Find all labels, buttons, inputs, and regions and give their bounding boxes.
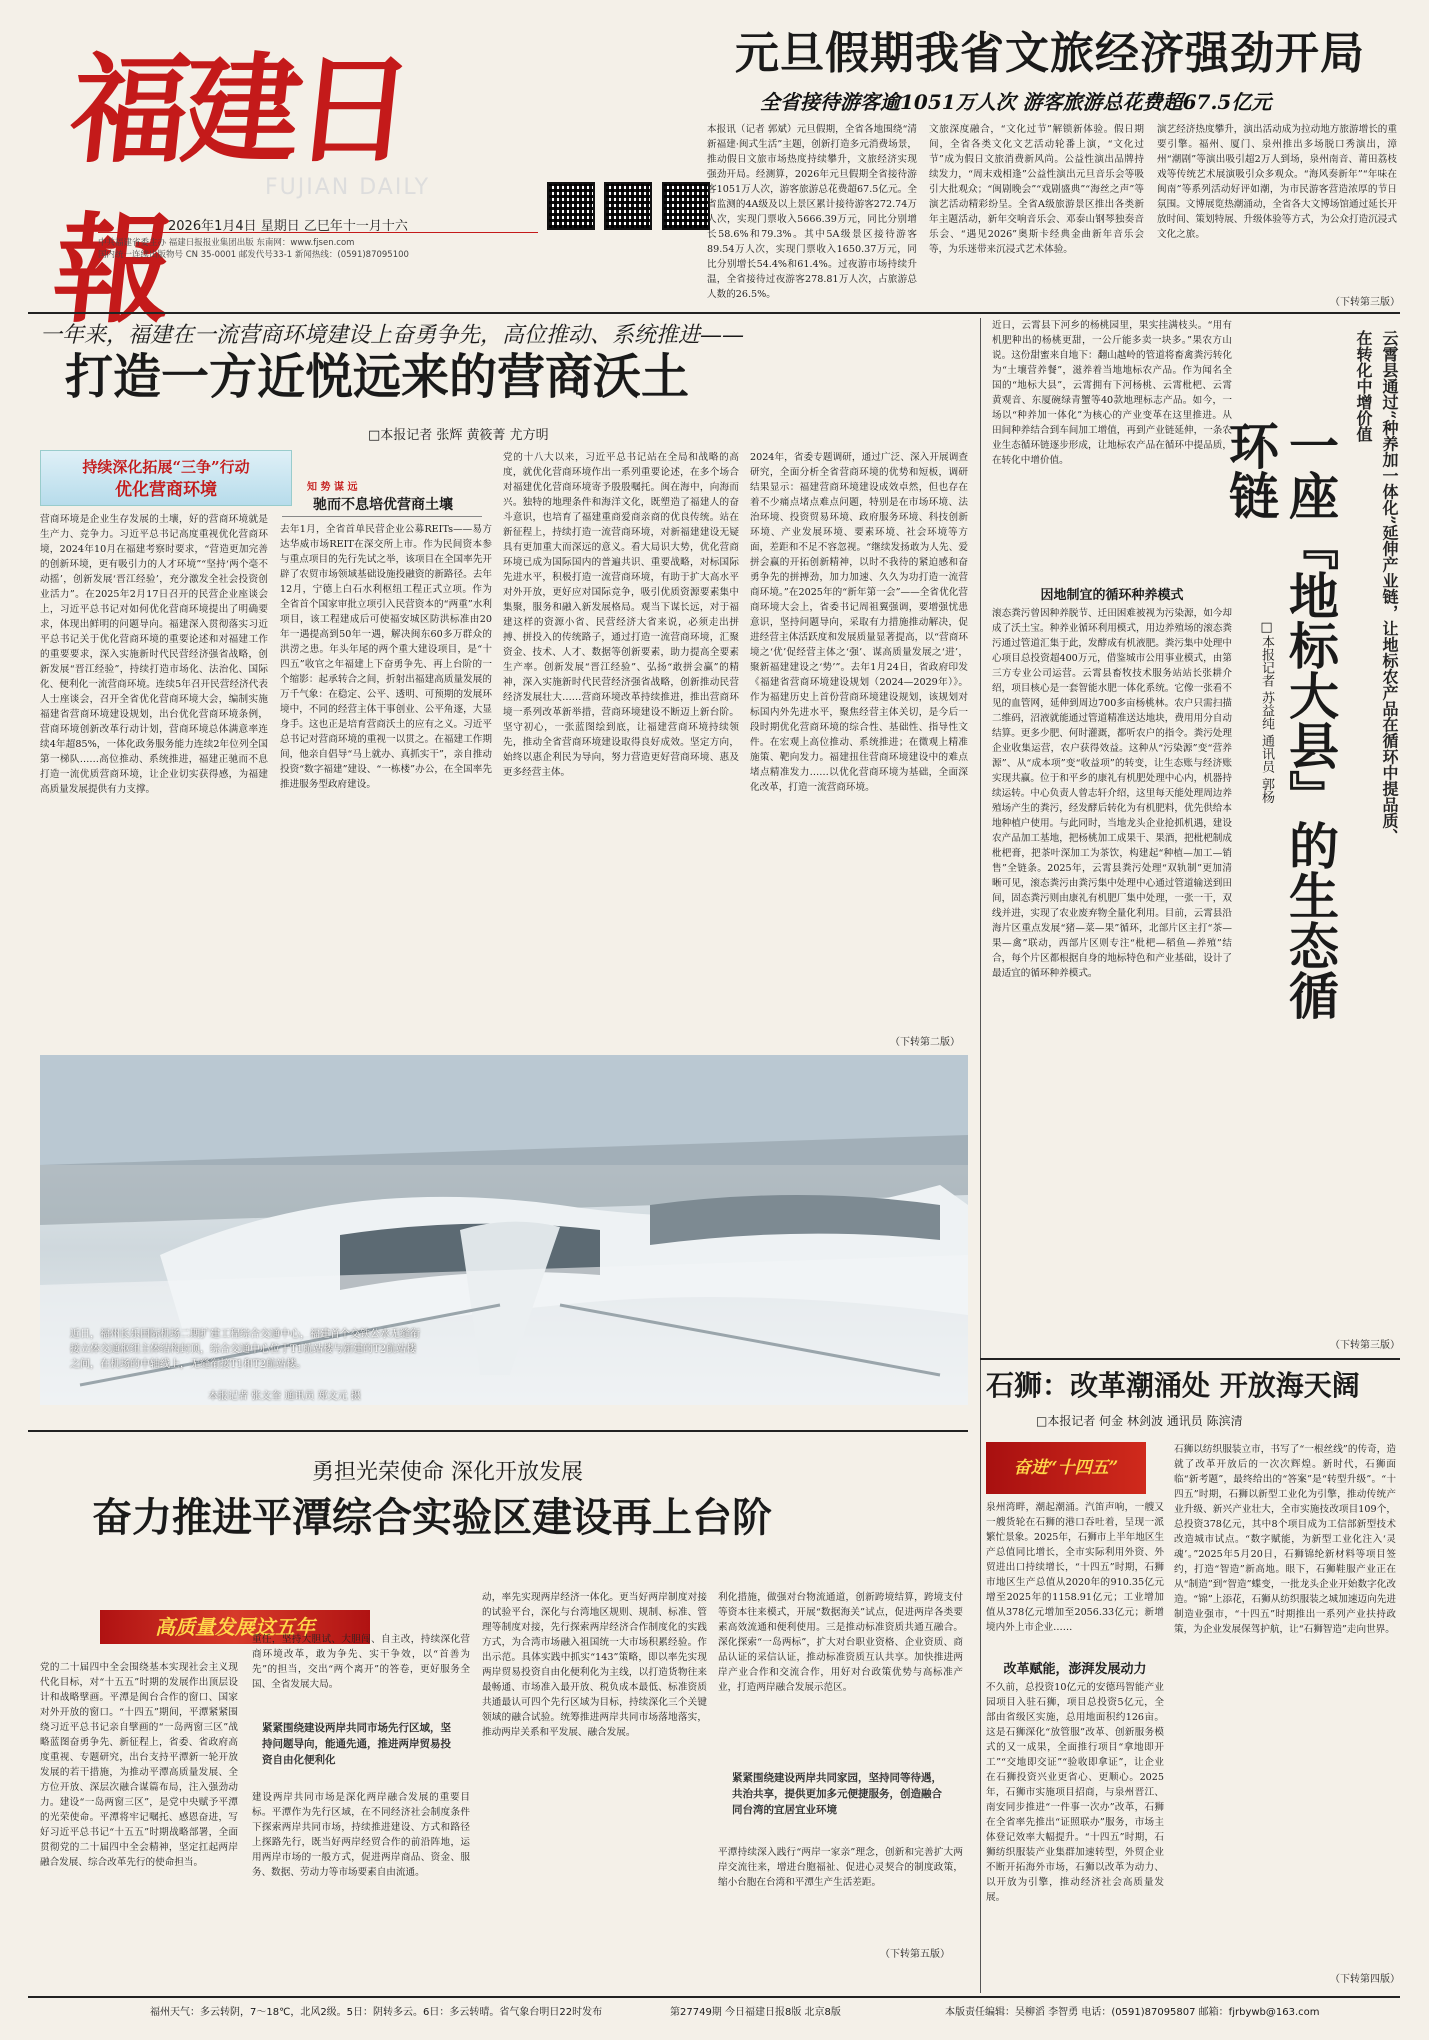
pingtan-col-4b: 平潭持续深入践行“两岸一家亲”理念，创新和完善扩大两岸交流往来，增进台胞福祉、促进心灵契合的制度政策，缩小台胞在台湾和平潭生产生活差距。 (718, 1847, 963, 1888)
masthead-publisher: 中共福建省委主办 福建日报报业集团出版 东南网：www.fjsen.com (98, 238, 355, 248)
business-banner-line1: 持续深化拓展“三争”行动 (82, 458, 250, 476)
yunxiao-continued: （下转第三版） (1330, 1340, 1400, 1351)
business-col-4: 2024年，省委专题调研，通过广泛、深入开展调查研究，全面分析全省营商环境的优势和短板，调研结果显示：福建营商环境建设成效卓然，但也存在着不少痛点堵点难点问题，特别是在市场环境、法治环境、投资贸易环境、政府服务环境、科技创新环境、产业发展环境、要素环境、社会环境等方面，差距和不足不容忽视。“继续发扬敢为人先、爱拼会赢的开拓创新精神，以时不我待的紧迫感和奋勇争先的拼搏劲，加力加速、久久为功打造一流营商环境。”在2025年的“新年第一会”——全省优化营商环境大会上，省委书记周祖翼强调，要增强忧患意识，坚持问题导向，采取有力措施推动解决，促进经营主体活跃度和发展质量显著提高，以“营商环境之‘优’促经营主体之‘强’、谋高质量发展之‘进’，聚新福建建设之‘势’”。去年1月24日，省政府印发《福建省营商环境建设规划（2024—2029年）》。作为福建历史上首份营商环境建设规划，该规划对标国内外先进水平，聚焦经营主体关切，是今后一段时期优化营商环境的综合性、基础性、指导性文件。在宏观上高位推动、系统推进；在微观上精准施策、靶向发力。福建扭住营商环境建设中的难点堵点精准发力……以优化营商环境为基础，全面深化改革，打造一流营商环境。 (750, 452, 968, 793)
yunxiao-vertical-sub: 云霄县通过“种养加一体化”延伸产业链，让地标农产品在循环中提品质、在转化中增价值 (1354, 330, 1399, 845)
shishi-banner: 奋进“十四五” (986, 1442, 1146, 1494)
yunxiao-vertical-headline: 一座『地标大县』的生态循环链 (1221, 420, 1340, 1020)
shishi-section: 改革赋能，澎湃发展动力 (1003, 1662, 1147, 1677)
shishi-byline: □本报记者 何金 林剑波 通讯员 陈滨清 (1036, 1414, 1243, 1428)
shishi-col-1: 不久前，总投资10亿元的安德玛智能产业园项目入驻石狮，项目总投资5亿元，全部由省级区实施，总用地面积约126亩。这是石狮深化“放管服”改革、创新服务模式的又一成果，全面推行项目“拿地即开工”“交地即交证”“验收即拿证”，让企业在石狮投资兴业更省心、更顺心。2025年，石狮市实施项目招商，与泉州晋江、南安同步推进“一件事一次办”改革，石狮在全省率先推出“证照联办”服务，市场主体登记效率大幅提升。“十四五”时期，石狮纺织服装产业集群加速转型，外贸企业不断开拓海外市场，石狮以改革为动力、以开放为引擎，推动经济社会高质量发展。 (986, 1682, 1164, 1903)
masthead-english: FUJIAN DAILY (265, 175, 431, 200)
footer-issue: 第27749期 今日福建日报8版 北京8版 (670, 2007, 841, 2018)
yunxiao-section: 因地制宜的循环种养模式 (1040, 588, 1184, 603)
yunxiao-text-top: 近日，云霄县下河乡的杨桃园里，果实挂满枝头。“用有机肥种出的杨桃更甜，一公斤能多卖一块多。”果农方山说。这份甜蜜来自地下：翻山越岭的管道将畜禽粪污转化为“土壤营养餐”，滋养着当地地标农产品。作为闻名全国的“地标大县”，云霄拥有下河杨桃、云霄枇杷、云霄黄观音、东厦碗绿青蟹等40款地理标志产品。如今，一场以“种养加一体化”为核心的产业变革在这里推进。从田间种养结合到车间加工增值，再到产业链延伸，一条农业生态循环链逐步形成，让地标农产品在循环中提品质，在转化中增价值。 (992, 320, 1232, 466)
yunxiao-text-main: 滚态粪污曾因种养脱节、迁田困难被视为污染源，如今却成了沃土宝。种养业循环利用模式，用边养殖场的滚态粪污通过管道汇集于此，发酵成有机液肥。粪污集中处理中心项目总投资超400万元，借鉴城市公用事业模式，由第三方专业公司运营。云霄县畜牧技术服务站站长张耕介绍，项目核心是一套智能水肥一体化系统。它像一张看不见的血管网，延伸到周边700多亩杨桃林。农户只需扫描二维码，沼液就能通过管道精准送达地块，费用用分自动结算。更多少肥、何时灌溉，都听农户的指令。粪污处理企业收集运营，农户获得效益。这种从“污染源”变“营养源”、从“成本项”变“收益项”的转变，让生态账与经济账实现共赢。位于和平乡的康礼有机肥处理中心内，机器持续运转。中心负责人曾志轩介绍，这里每天能处理周边养殖场产生的粪污，经发酵后转化为有机肥料，优先供给本地种植户使用。与此同时，当地龙头企业抢抓机遇，建设农产品加工基地，把杨桃加工成果干、果酒，把枇杷制成枇杷膏，把茶叶深加工为茶饮，构建起“种植—加工—销售”全链条。2025年，云霄县粪污处理“双轨制”更加清晰可见，滚态粪污由粪污集中处理中心通过管道输送到田间，固态粪污则由康礼有机肥厂集中处理，一张一干，双线并进，实现了农业废弃物全量化利用。目前，云霄县沿海片区重点发展“猪—菜—果”循环，北部片区主打“茶—果—禽”联动，西部片区则专注“枇杷—稻鱼—养殖”结合，每个片区都根据自身的地标特色和产业基础，设计了最适宜的循环种养模式。 (992, 608, 1232, 979)
shishi-continued: （下转第四版） (1330, 1974, 1400, 1985)
lead-headline: 元旦假期我省文旅经济强劲开局 (735, 28, 1365, 79)
pingtan-col-2-box: 紧紧围绕建设两岸共同市场先行区域，坚持问题导向，能通先通，推进两岸贸易投资自由化便利化 (262, 1722, 451, 1766)
shishi-col-1-top: 泉州湾畔，潮起潮涌。汽笛声响，一艘又一艘货轮在石狮的港口吞吐着，呈现一派繁忙景象。2025年，石狮市上半年地区生产总值同比增长，全市实际利用外资、外贸进出口持续增长，“十四五”时期，石狮市地区生产总值从2020年的910.35亿元增至2025年的1158.91亿元；工业增加值从378亿元增加至2056.33亿元；新增境内外上市企业…… (986, 1502, 1164, 1633)
pingtan-col-4: 利化措施，做强对台物流通道，创新跨境结算，跨境支付等资本往来模式，开展“数据海关”试点，促进两岸各类要素高效流通和便利使用。三是推动标准资质共通互融合。深化探索“一岛两标”，扩大对台职业资格、企业资质、商品认证的采信认证，推动标准资质互认共享。加快推进两岸产业合作和交流合作，用好对台政策优势与高标准产业，打造两岸融合发展示范区。 (718, 1592, 963, 1693)
footer-weather: 福州天气：多云转阴，7～18℃，北风2级。5日：阴转多云。6日：多云转晴。省气象台明日22时发布 (150, 2007, 603, 2018)
business-kicker: 一年来，福建在一流营商环境建设上奋勇争先，高位推动、系统推进—— (40, 323, 745, 348)
pingtan-col-4-box: 紧紧围绕建设两岸共同家园，坚持同等待遇，共治共享，提供更加多元便捷服务，创造融合同台湾的宜居宜业环境 (732, 1772, 942, 1816)
business-byline: □本报记者 张辉 黄筱菁 尤方明 (368, 428, 549, 443)
lead-col-3: 演艺经济热度攀升，演出活动成为拉动地方旅游增长的重要引擎。福州、厦门、泉州推出多场脱口秀演出，漳州“潮剧”等演出吸引超2万人到场，泉州南音、莆田荔枝戏等传统艺术展演吸引众多观众。“海风奏新年”“年味在闽南”等系列活动好评如潮，为市民游客营造浓厚的节日氛围。文博展览热潮涌动，全省各大文博场馆通过延长开放时间、策划特展、升级体验等方式，为公众打造沉浸式文化之旅。 (1157, 124, 1397, 240)
pingtan-col-1: 党的二十届四中全会围绕基本实现社会主义现代化目标，对“十五五”时期的发展作出顶层设计和战略擘画。平潭是闽台合作的窗口、国家对外开放的窗口。“十四五”期间，平潭紧紧围绕习近平总书记亲自擘画的“一岛两窗三区”战略蓝图奋勇争先、新征程上，省委、省政府高度重视、专题研究，出台支持平潭新一轮开放发展的若干措施，为推动平潭高质量发展、全方位开放、深层次融合谋篇布局，注入强劲动力。建设“一岛两窗三区”，是党中央赋予平潭的光荣使命。平潭将牢记嘱托、感恩奋进，写好习近平总书记“十五五”时期战略部署，全面贯彻党的二十届四中全会精神，坚定扛起两岸融合发展、综合改革先行的使命担当。 (40, 1662, 238, 1868)
yunxiao-text-main-wide (992, 1000, 1392, 1330)
business-col-3: 党的十八大以来，习近平总书记站在全局和战略的高度，就优化营商环境作出一系列重要论述，在多个场合对福建优化营商环境寄予殷殷嘱托。闽在海中，向海而兴。独特的地理条件和海洋文化，既塑造了福建人的奋斗意识，也培育了福建重商爱商亲商的优良传统。站在新征程上，持续打造一流营商环境，对新福建建设无疑具有更加重大而深远的意义。看大局识大势，优化营商环境已成为国际国内的普遍共识、重要战略，对标国际先进水平，积极打造一流营商环境，有助于扩大高水平对外开放，更好应对国际竞争，吸引优质资源要素集中集聚，服务和融入新发展格局。观当下谋长远，对于福建这样的资源小省、民营经济大省来说，必须走出拼搏、拼投入的传统路子，通过打造一流营商环境，汇聚资金、技术、人才、数据等创新要素，助力提高全要素生产率。创新发展“晋江经验”、弘扬“敢拼会赢”的精神，深入实施新时代民营经济强省战略，创新推动民营经济发展壮大……营商环境改革持续推进，推出营商环境一系列改革新举措，营商环境建设不断迈上新台阶。坚守初心，一张蓝图绘到底，让福建营商环境持续领先，推动全省营商环境建设取得良好成效。坚定方向，始终以惠企利民为导向，努力营造更好营商环境、惠及更多经营主体。 (503, 452, 739, 778)
pingtan-col-2b: 建设两岸共同市场是深化两岸融合发展的重要目标。平潭作为先行区域，在不同经济社会制度条件下探索两岸共同市场，持续推进建设、方式和路径上探路先行，既当好两岸经贸合作的前沿阵地，运用两岸市场的一般方式，促进两岸商品、资金、服务、数据、劳动力等市场要素自由流通。 (252, 1792, 470, 1878)
pingtan-headline: 奋力推进平潭综合实验区建设再上台阶 (92, 1494, 772, 1541)
airport-credit: 本报记者 张文奎 通讯员 郑文元 摄 (208, 1391, 361, 1402)
lead-col-1: 本报讯（记者 郭斌）元旦假期，全省各地围绕“清新福建·闽式生活”主题，创新打造多元消费场景，推动假日文旅市场热度持续攀升，文旅经济实现强劲开局。经测算，2026年元旦假期全省接待游客1051万人次，游客旅游总花费超67.5亿元。全省监测的4A级及以上景区累计接待游客272.74万人次，实现门票收入5666.39万元，同比分别增长58.6%和79.3%。其中5A级景区接待游客89.54万人次，实现门票收入1650.37万元，同比分别增长54.4%和61.4%。过夜游市场持续升温，全省接待过夜游客278.81万人次，占旅游总人数的26.5%。 (707, 124, 917, 300)
airport-photo[interactable] (40, 1055, 968, 1405)
pingtan-kicker: 勇担光荣使命 深化开放发展 (312, 1460, 583, 1485)
qr-code-2[interactable] (604, 182, 652, 230)
business-box-title: 驰而不息培优营商土壤 (313, 497, 453, 513)
business-headline: 打造一方近悦远来的营商沃土 (65, 349, 690, 405)
business-col-1: 营商环境是企业生存发展的土壤，好的营商环境就是生产力、竞争力。习近平总书记高度重视优化营商环境，2024年10月在福建考察时要求，“营造更加完善的创新环境，更有吸引力的人才环境”“坚持‘两个毫不动摇’，创新发展‘晋江经验’，充分激发全社会投资创业活力”。在2025年2月17日召开的民营企业座谈会上，习近平总书记对如何优化营商环境提出了明确要求，体现出鲜明的问题导向。福建深入贯彻落实习近平总书记关于优化营商环境的重要论述和对福建工作的重要要求，深入实施新时代民营经济强省战略，创新发展“晋江经验”，持续打造市场化、法治化、国际化、便利化一流营商环境。连续5年召开民营经济代表人士座谈会，召开全省优化营商环境大会，编制实施福建省营商环境建设规划，出台优化营商环境条例，营商环境创新改革行动计划，营商环境总体满意率连续4年超85%，一体化政务服务能力连续2年位列全国第一梯队……高位推动、系统推进，福建正驰而不息打造一流优质营商环境，让企业切实获得感，为福建高质量发展提供有力支撑。 (40, 514, 268, 795)
pingtan-continued: （下转第五版） (880, 1949, 950, 1960)
qr-code-1[interactable] (547, 182, 595, 230)
shishi-col-2: 石狮以纺织服装立市，书写了“一根丝线”的传奇，造就了改革开放后的一次次辉煌。新时代，石狮面临“新考题”，最终给出的“答案”是“转型升级”。“十四五”时期，石狮以新型工业化为引擎，推动传统产业升级、新兴产业壮大，全市实施技改项目109个，总投资378亿元，其中8个项目成为工信部新型技术改造城市试点。“数字赋能，为新型工业化注入‘灵魂’。”2025年5月20日，石狮锦纶新材料等项目签约，打造“智造”新高地。眼下，石狮鞋服产业正在从“制造”到“智造”蝶变，一批龙头企业开始数字化改造。“锦”上添花，石狮从纺织服装之城加速迈向先进制造业强市，“十四五”时期推出一系列产业扶持政策，为企业发展保驾护航，让“石狮智造”走向世界。 (1174, 1444, 1396, 1635)
qr-code-3[interactable] (662, 182, 710, 230)
lead-subhead: 全省接待游客逾1051万人次 游客旅游总花费超67.5亿元 (760, 90, 1272, 114)
business-continued: （下转第二版） (890, 1037, 960, 1048)
business-col-2: 去年1月，全省首单民营企业公募REITs——易方达华威市场REIT在深交所上市。作为民间资本参与重点项目的先行先试之举，该项目在全国率先开辟了农贸市场领域基础设施投融资的新路径。去年12月，宁德上白石水利枢纽工程正式立项。作为全省首个国家审批立项引入民营资本的“两重”水利项目，该工程建成后可使福安城区防洪标准由20年一遇提高到50年一遇，解决闽东60多万群众的洪涝之患。年头年尾的两个重大建设项目，是“十四五”收官之年福建上下奋勇争先、再上台阶的一个缩影：起承转合之间，折射出福建高质量发展的万千气象：在稳定、公平、透明、可预期的发展环境中，不同的经营主体干事创业、公平角逐，大显身手。这也正是培育营商沃土的应有之义。习近平总书记对营商环境的重视一以贯之。在福建工作期间，他亲自倡导“马上就办、真抓实干”，亲自推动投资“数字福建”建设、“一栋楼”办公，在全国率先推进服务型政府建设。 (280, 524, 492, 790)
pingtan-banner: 高质量发展这五年 (100, 1610, 370, 1644)
shishi-headline: 石狮：改革潮涌处 开放海天阔 (986, 1369, 1360, 1402)
business-banner-line2: 优化营商环境 (115, 480, 217, 500)
footer-editor: 本版责任编辑：吴柳滔 李智勇 电话：(0591)87095807 邮箱：fjrbywb@163.com (945, 2007, 1320, 2018)
yunxiao-byline: □本报记者 苏益纯 通讯员 郭杨 (1259, 620, 1274, 804)
lead-col-2: 文旅深度融合，“文化过节”解锁新体验。假日期间，全省各类文化文艺活动轮番上演，“文化过节”成为假日文旅消费新风尚。公益性演出品牌持续发力，“周末戏相逢”公益性演出元旦音乐会等吸引大批观众；“闽剧晚会”“戏剧盛典”“海丝之声”等演艺活动精彩纷呈。全省A级旅游景区推出各类新年主题活动，新年交响音乐会、邓泰山钢琴独奏音乐会、“遇见2026”奥斯卡经典金曲新年音乐会等，为乐迷带来沉浸式艺术体验。 (929, 124, 1144, 255)
lead-continued: （下转第三版） (1330, 297, 1400, 308)
pingtan-col-3: 动，率先实现两岸经济一体化。更当好两岸制度对接的试验平台，深化与台湾地区规则、规制、标准、管理等制度对接，先行探索两岸经济合作制度化的实践方式，为合湾市场融入祖国统一大市场积累经验。作出示范。具体实践中抓实“143”策略，即以率先实现两岸贸易投资自由化便利化为主线，以打造货物往来最畅通、市场准入最开放、税负成本最低、标准资质共通最认可四个先行区域为目标，持续深化三个关键领域的融合试验。统筹推进两岸共同市场落地落实，推动两岸关系和平发展、融合发展。 (482, 1592, 707, 1738)
business-banner (40, 450, 292, 506)
masthead-date: 2026年1月4日 星期日 乙巳年十一月十六 (168, 219, 408, 234)
business-box-label: 知 势 谋 远 (307, 482, 358, 493)
masthead-issn: 国内统一连续出版物号 CN 35-0001 邮发代号33-1 新闻热线：(0591)87095100 (98, 250, 409, 260)
airport-caption: 近日，福州长乐国际机场二期扩建工程综合交通中心，福建首个交铁公水无缝衔接立体交通枢纽主体结构封顶，综合交通中心位于T1航站楼与新建的T2航站楼之间，在机场的中轴线上，无缝衔接T1和T2航站楼。 (70, 1329, 420, 1370)
pingtan-col-2: 重任，坚持大胆试、大胆闯、自主改，持续深化营商环境改革，敢为争先、实干争效，以“首善为先”的担当，交出“两个离开”的答卷，更好服务全国、全省发展大局。 (252, 1634, 470, 1690)
masthead-logo: 福建日報 (47, 40, 415, 339)
